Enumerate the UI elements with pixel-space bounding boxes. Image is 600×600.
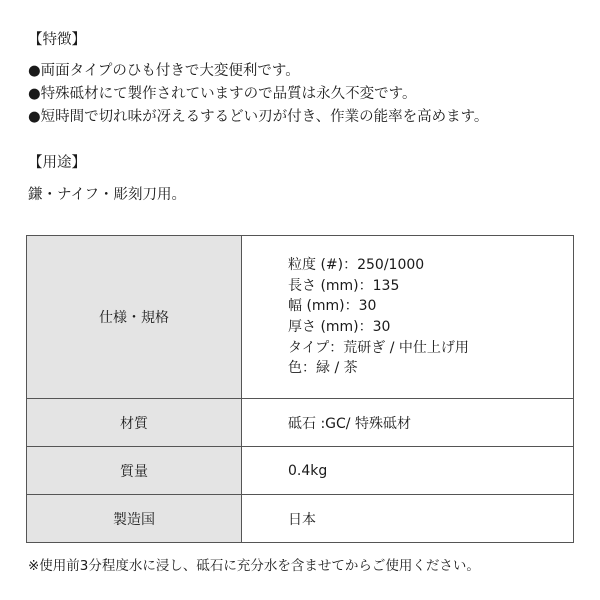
feature-item-2: ●特殊砥材にて製作されていますので品質は永久不変です。 (28, 86, 417, 102)
feature-item-3: ●短時間で切れ味が冴えるするどい刃が付き、作業の能率を高めます。 (28, 109, 489, 125)
weight-label: 質量 (27, 447, 242, 495)
material-label: 材質 (27, 399, 242, 447)
spec-thickness: 厚さ (mm)：30 (288, 319, 391, 335)
table-row-origin (27, 495, 574, 543)
spec-type: タイプ：荒研ぎ / 中仕上げ用 (288, 339, 469, 356)
table-row-weight (27, 447, 574, 495)
usage-text: 鎌・ナイフ・彫刻刀用。 (28, 187, 187, 203)
origin-label: 製造国 (27, 495, 242, 543)
features-heading: 【特徴】 (28, 32, 86, 48)
spec-color: 色：緑 / 茶 (288, 360, 358, 377)
table-row-material (27, 399, 574, 447)
material-value: 砥石 :GC/ 特殊砥材 (242, 399, 574, 447)
spec-grit: 粒度 (#)：250/1000 (288, 257, 425, 274)
spec-values (242, 236, 574, 399)
usage-heading: 【用途】 (28, 155, 86, 171)
origin-value: 日本 (242, 495, 574, 543)
spec-table (26, 235, 574, 543)
spec-label: 仕様・規格 (27, 236, 242, 399)
feature-item-1: ●両面タイプのひも付きで大変便利です。 (28, 63, 300, 79)
usage-note: ※使用前3分程度水に浸し、砥石に充分水を含ませてからご使用ください。 (28, 558, 480, 574)
weight-value: 0.4kg (242, 447, 574, 495)
spec-length: 長さ (mm)：135 (288, 277, 400, 294)
table-row-spec (27, 236, 574, 399)
spec-width: 幅 (mm)：30 (288, 298, 377, 315)
